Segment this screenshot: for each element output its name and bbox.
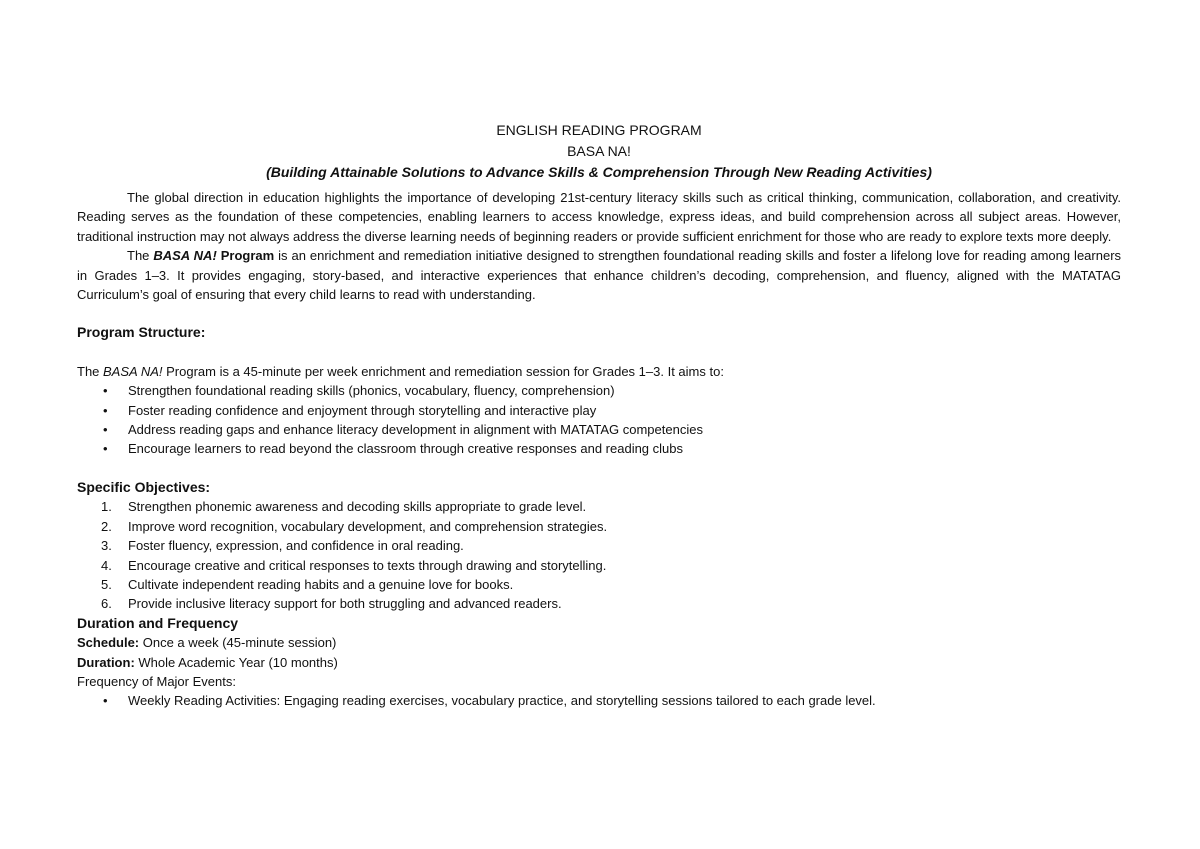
duration-line (77, 653, 1121, 672)
specific-objectives-heading: Specific Objectives: (77, 478, 211, 495)
program-subtitle: (Building Attainable Solutions to Advance Skills & Comprehension Through New Reading Activities) (266, 164, 932, 180)
duration-value: Whole Academic Year (10 months) (134, 654, 338, 670)
program-name-bold: Program (216, 248, 275, 264)
schedule-line (77, 633, 1121, 652)
item-number: 4. (101, 557, 112, 573)
list-item (77, 401, 1121, 420)
bullet-icon: • (103, 383, 108, 399)
program-paragraph (77, 246, 1121, 304)
objective-text: Cultivate independent reading habits and a genuine love for books. (128, 576, 514, 592)
program-name: BASA NA! (567, 143, 631, 159)
program-paragraph-rest: is an enrichment and remediation initiative designed to strengthen foundational reading skills and foster a lifelong love for reading among learners in Grades 1–3. It provides engaging, story-based, and interactive experiences that enhance children’s decoding, comprehension, and fluency, aligned with the MATATAG Curriculum’s goal of ensuring that every child learns to read with understanding. (77, 248, 1122, 303)
events-list (77, 691, 1121, 710)
item-number: 2. (101, 518, 112, 534)
item-number: 6. (101, 596, 112, 612)
list-item (77, 381, 1121, 400)
aim-text: Strengthen foundational reading skills (phonics, vocabulary, fluency, comprehension) (128, 383, 615, 399)
schedule-label: Schedule: (77, 635, 140, 651)
duration-frequency-heading: Duration and Frequency (77, 614, 239, 631)
objective-text: Encourage creative and critical responses to texts through drawing and storytelling. (128, 557, 607, 573)
objective-text: Provide inclusive literacy support for both struggling and advanced readers. (128, 596, 562, 612)
structure-intro-rest: Program is a 45-minute per week enrichment and remediation session for Grades 1–3. It aims to: (162, 363, 724, 379)
item-number: 3. (101, 538, 112, 554)
objective-text: Foster fluency, expression, and confidence in oral reading. (128, 538, 464, 554)
spacer (77, 343, 1121, 362)
bullet-icon: • (103, 422, 108, 438)
list-item (77, 536, 1121, 555)
objective-text: Improve word recognition, vocabulary development, and comprehension strategies. (128, 518, 608, 534)
list-item (77, 594, 1121, 613)
list-item (77, 439, 1121, 458)
objectives-list (77, 497, 1121, 613)
events-label: Frequency of Major Events: (77, 673, 236, 689)
title-block (77, 120, 1121, 183)
item-number: 5. (101, 576, 112, 592)
program-structure-heading: Program Structure: (77, 324, 206, 341)
bullet-icon: • (103, 693, 108, 709)
list-item (77, 556, 1121, 575)
list-item (77, 420, 1121, 439)
structure-intro (77, 362, 1121, 381)
structure-intro-lead: The (77, 363, 104, 379)
event-text: Weekly Reading Activities: Engaging reading exercises, vocabulary practice, and storytelling sessions tailored to each grade level. (128, 693, 876, 709)
aim-text: Foster reading confidence and enjoyment through storytelling and interactive play (128, 402, 597, 418)
aim-text: Address reading gaps and enhance literacy development in alignment with MATATAG competencies (128, 422, 703, 438)
list-item (77, 575, 1121, 594)
bullet-icon: • (103, 441, 108, 457)
document-page (77, 120, 1121, 711)
list-item (77, 691, 1121, 710)
aim-text: Encourage learners to read beyond the classroom through creative responses and reading clubs (128, 441, 684, 457)
structure-intro-italic: BASA NA! (103, 363, 163, 379)
schedule-value: Once a week (45-minute session) (139, 635, 337, 651)
list-item (77, 497, 1121, 516)
program-paragraph-lead: The (127, 248, 154, 264)
intro-paragraph: The global direction in education highlights the importance of developing 21st-century literacy skills such as critical thinking, communication, collaboration, and creativity. Reading serves as the foundation of these competencies, enabling learners to access knowledge, express ideas, and build comprehension across all subject areas. However, traditional instruction may not always address the diverse learning needs of beginning readers or provide sufficient enrichment for those who are ready to explore texts more deeply. (77, 190, 1121, 244)
document-title: ENGLISH READING PROGRAM (496, 122, 702, 138)
list-item (77, 517, 1121, 536)
bullet-icon: • (103, 402, 108, 418)
program-name-italic: BASA NA! (153, 248, 217, 264)
duration-label: Duration: (77, 654, 135, 670)
item-number: 1. (101, 499, 112, 515)
aims-list (77, 381, 1121, 459)
objective-text: Strengthen phonemic awareness and decoding skills appropriate to grade level. (128, 499, 587, 515)
